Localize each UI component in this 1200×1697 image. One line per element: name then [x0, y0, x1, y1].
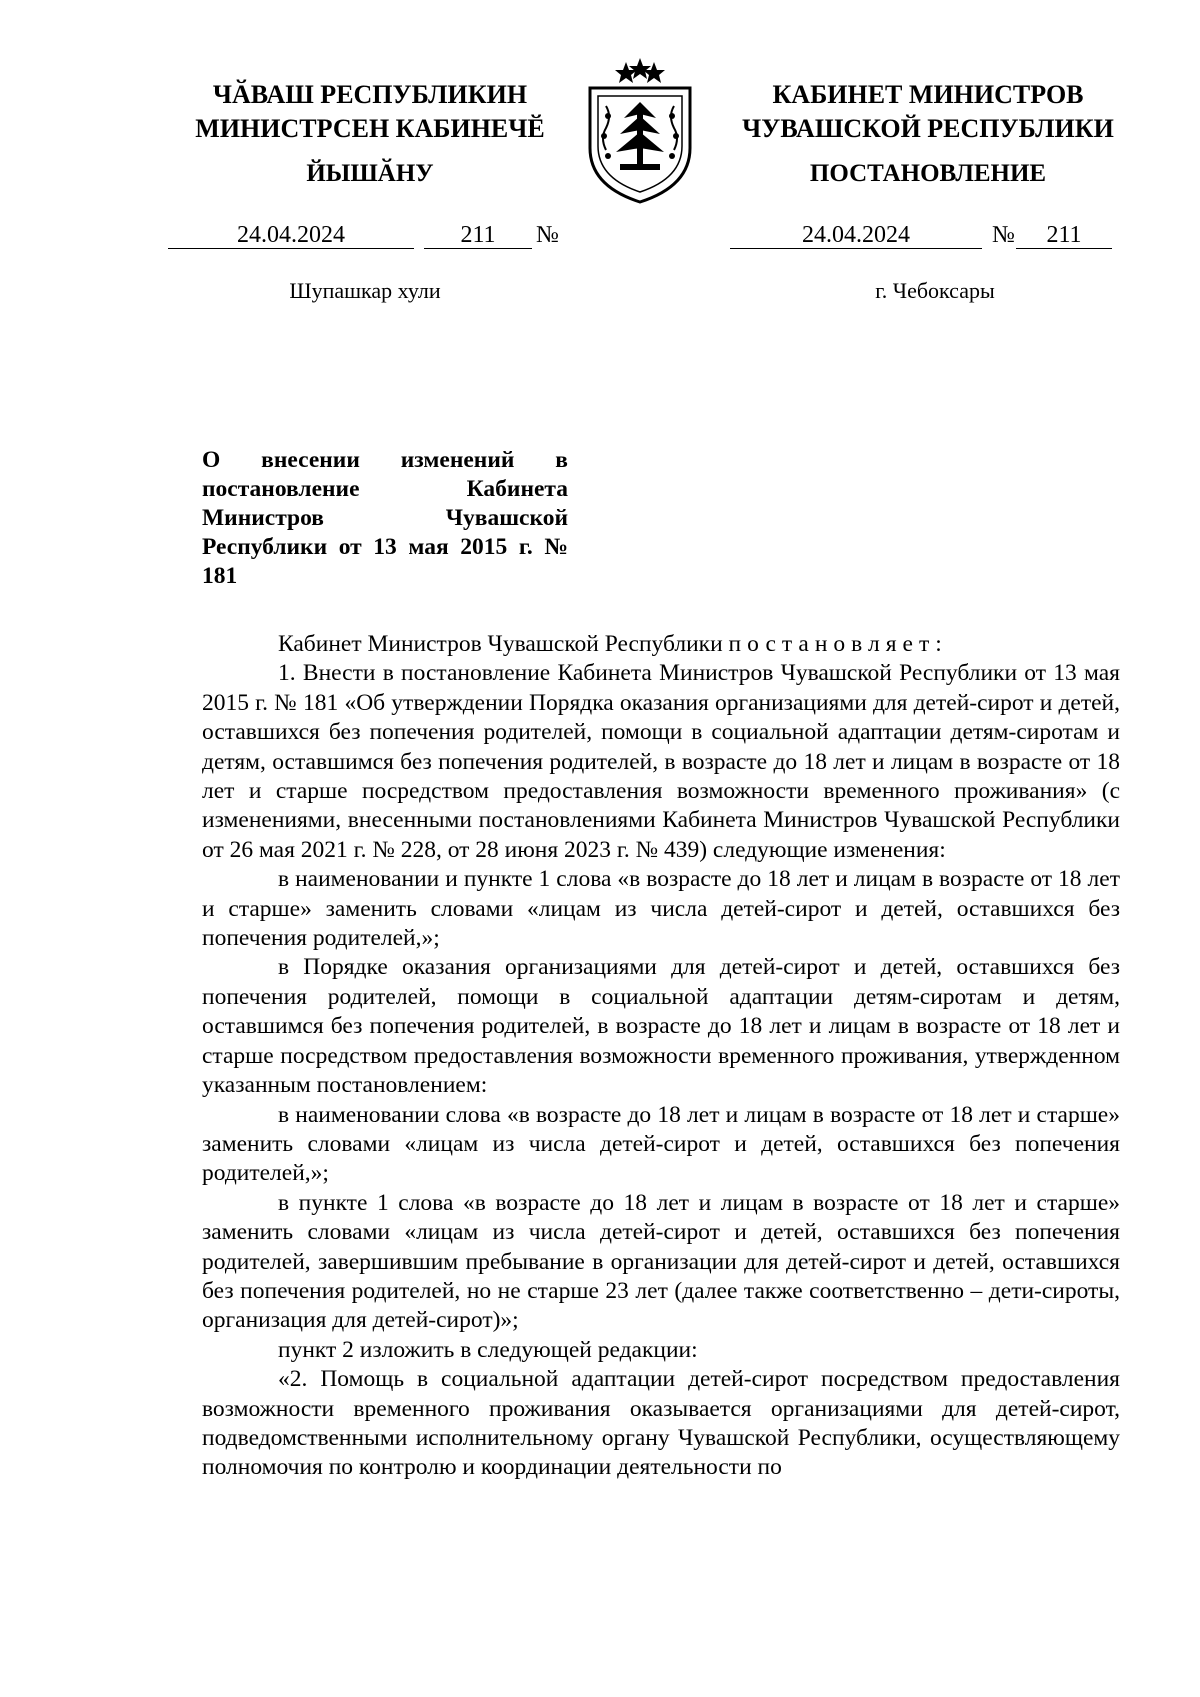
- right-number-sign: №: [992, 222, 1015, 248]
- left-city: Шупашкар хули: [289, 278, 441, 303]
- right-organization-name: [718, 78, 1138, 146]
- body-paragraph: в наименовании слова «в возрасте до 18 лет и лицам в возрасте от 18 лет и старше» заменить словами «лицам из числа детей-сирот и детей, оставшихся без попечения родителей,»;: [202, 1101, 1120, 1187]
- body-paragraph: пункт 2 изложить в следующей редакции:: [278, 1336, 698, 1363]
- right-org-line-2: ЧУВАШСКОЙ РЕСПУБЛИКИ: [742, 114, 1114, 143]
- coat-of-arms-icon: [576, 56, 704, 206]
- registration-row: [0, 222, 1200, 252]
- body-paragraph: в наименовании и пункте 1 слова «в возрасте до 18 лет и лицам в возрасте от 18 лет и старше» заменить словами «лицам из числа детей-сирот и детей, оставшихся без попечения родителей,»;: [202, 866, 1120, 952]
- left-document-type: ЙЫШӐНУ: [306, 160, 434, 187]
- coat-of-arms-emblem: [576, 56, 704, 206]
- right-date: 24.04.2024: [730, 222, 982, 249]
- document-body: [202, 630, 1120, 1483]
- left-organization-name: [160, 78, 580, 146]
- right-document-type: ПОСТАНОВЛЕНИЕ: [809, 160, 1047, 187]
- right-number: 211: [1016, 222, 1112, 249]
- right-org-line-1: КАБИНЕТ МИНИСТРОВ: [772, 80, 1084, 109]
- left-date: 24.04.2024: [168, 222, 414, 249]
- left-org-line-2: МИНИСТРСЕН КАБИНЕЧӖ: [195, 114, 545, 143]
- body-paragraph: в Порядке оказания организациями для детей-сирот и детей, оставшихся без попечения родителей, помощи в социальной адаптации детям-сиротам и детям, оставшимся без попечения родителей, в возрасте до 18 лет и лицам в возрасте от 18 лет и старше посредством предоставления возможности временного проживания, утвержденном указанным постановлением:: [202, 954, 1120, 1099]
- left-number-sign: №: [536, 222, 559, 248]
- body-paragraph: 1. Внести в постановление Кабинета Министров Чувашской Республики от 13 мая 2015 г. № 181 «Об утверждении Порядка оказания организациями для детей-сирот и детей, оставшихся без попечения родителей, помощи в социальной адаптации детям-сиротам и детям, оставшимся без попечения родителей, в возрасте до 18 лет и лицам в возрасте от 18 лет и старше посредством предоставления возможности временного проживания» (с изменениями, внесенными постановлениями Кабинета Министров Чувашской Республики от 26 мая 2021 г. № 228, от 28 июня 2023 г. № 439) следующие изменения:: [202, 660, 1120, 863]
- intro-verb: постановляет: [728, 631, 936, 657]
- body-paragraph: «2. Помощь в социальной адаптации детей-сирот посредством предоставления возможности временного проживания оказывается организациями для детей-сирот, подведомственными исполнительному органу Чувашской Республики, осуществляющему полномочия по контролю и координации деятельности по: [202, 1366, 1120, 1481]
- intro-lead: Кабинет Министров Чувашской Республики: [278, 631, 729, 657]
- body-paragraph: в пункте 1 слова «в возрасте до 18 лет и лицам в возрасте от 18 лет и старше» заменить словами «лицам из числа детей-сирот и детей, оставшихся без попечения родителей, завершившим пребывание в организации для детей-сирот и детей, оставшихся без попечения родителей, но не старше 23 лет (далее также соответственно – дети-сироты, организация для детей-сирот)»;: [202, 1189, 1120, 1334]
- intro-paragraph: [202, 630, 1120, 659]
- left-org-line-1: ЧӐВАШ РЕСПУБЛИКИН: [212, 80, 528, 109]
- right-city: г. Чебоксары: [875, 278, 995, 303]
- left-number: 211: [424, 222, 532, 249]
- document-subject: О внесении изменений в постановление Кабинета Министров Чувашской Республики от 13 мая 2015 г. № 181: [202, 447, 568, 589]
- intro-end: :: [935, 631, 942, 657]
